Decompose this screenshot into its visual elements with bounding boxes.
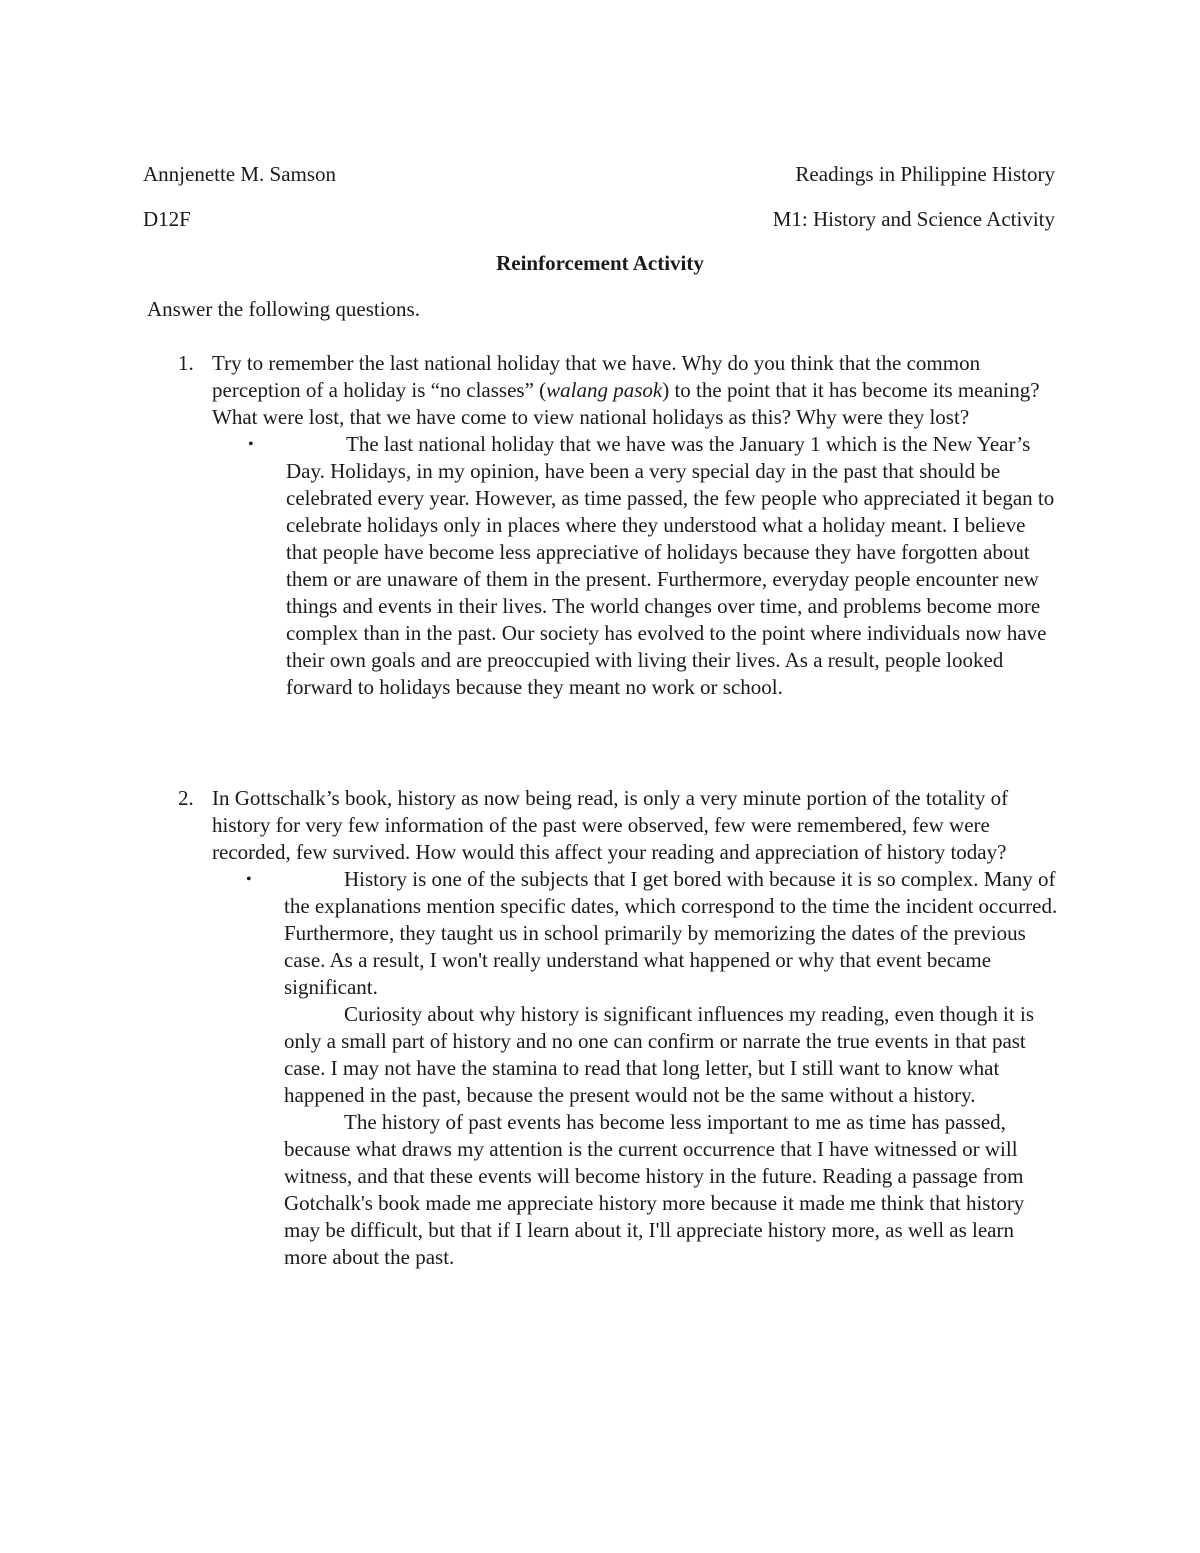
question-text-part: ) to the point that it has become its meaning? What were lost, that we have come to view national holidays as this? Why were they lost? xyxy=(212,378,1040,429)
instructions: Answer the following questions. xyxy=(147,297,420,321)
header-row-2 xyxy=(143,206,1055,233)
answer-paragraph: The last national holiday that we have was the January 1 which is the New Year’s Day. Holidays, in my opinion, have been a very special day in the past that should be celebrated every year. However, as time passed, the few people who appreciated it began to celebrate holidays only in places where they understood what a holiday meant. I believe that people have become less appreciative of holidays because they have forgotten about them or are unaware of them in the present. Furthermore, everyday people encounter new things and events in their lives. The world changes over time, and problems become more complex than in the past. Our society has evolved to the point where individuals now have their own goals and are preoccupied with living their lives. As a result, people looked forward to holidays because they meant no work or school. xyxy=(286,432,1055,699)
question-number: 1. xyxy=(178,351,194,375)
question-text xyxy=(212,350,1048,431)
answer-paragraph: History is one of the subjects that I get bored with because it is so complex. Many of the explanations mention specific dates, which correspond to the time the incident occurred. Furthermore, they taught us in school primarily by memorizing the dates of the previous case. As a result, I won't really understand what happened or why that event became significant. xyxy=(284,867,1058,999)
header-row-1 xyxy=(143,161,1055,188)
answer-paragraph: The history of past events has become less important to me as time has passed, because what draws my attention is the current occurrence that I have witnessed or will witness, and that these events will become history in the future. Reading a passage from Gotchalk's book made me appreciate history more because it made me think that history may be difficult, but that if I learn about it, I'll appreciate history more, as well as learn more about the past. xyxy=(284,1110,1025,1269)
question-number: 2. xyxy=(178,786,194,810)
course-name: Readings in Philippine History xyxy=(795,162,1055,186)
answer-paragraph: Curiosity about why history is significant influences my reading, even though it is only a small part of history and no one can confirm or narrate the true events in that past case. I may not have the stamina to read that long letter, but I still want to know what happened in the past, because the present would not be the same without a history. xyxy=(284,1002,1034,1107)
answer-2 xyxy=(246,866,1062,1271)
question-text-part: Try to remember the last national holiday that we have. Why do you think that the common perception of a holiday is “no classes” ( xyxy=(212,351,981,402)
module-name: M1: History and Science Activity xyxy=(772,207,1055,231)
bullet-icon: • xyxy=(246,871,252,888)
question-text-italic: walang pasok xyxy=(546,378,663,402)
section-code: D12F xyxy=(143,207,191,231)
question-text: In Gottschalk’s book, history as now being read, is only a very minute portion of the totality of history for very few information of the past were observed, few were remembered, few were recorded, few survived. How would this affect your reading and appreciation of history today? xyxy=(212,786,1009,864)
question-2 xyxy=(178,785,1058,1271)
student-name: Annjenette M. Samson xyxy=(143,162,337,186)
document-title: Reinforcement Activity xyxy=(496,251,704,275)
question-1 xyxy=(178,350,1055,701)
answer-1 xyxy=(248,431,1062,701)
bullet-icon: • xyxy=(248,436,254,453)
